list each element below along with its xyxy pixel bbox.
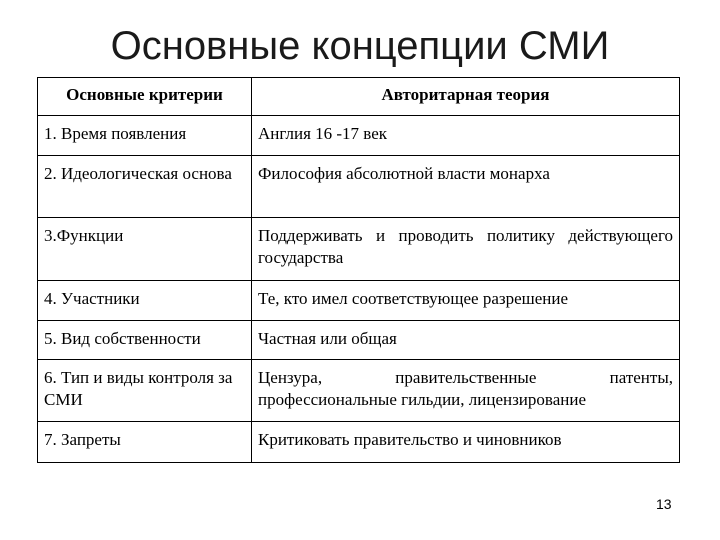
table-row — [38, 422, 680, 463]
value-cell: Философия абсолютной власти монарха — [252, 156, 680, 218]
value-cell: Частная или общая — [252, 321, 680, 360]
value-cell: Те, кто имел соответствующее разрешение — [252, 281, 680, 321]
table-header-row — [38, 78, 680, 116]
table-row — [38, 116, 680, 156]
criterion-cell: 3.Функции — [38, 218, 252, 281]
criterion-cell: 6. Тип и виды контроля за СМИ — [38, 360, 252, 422]
table-row — [38, 156, 680, 218]
concepts-table — [37, 77, 680, 463]
page-number: 13 — [656, 496, 672, 512]
value-cell: Поддерживать и проводить политику действующего государства — [252, 218, 680, 281]
value-cell: Цензура, правительственные патенты, профессиональные гильдии, лицензирование — [252, 360, 680, 422]
criterion-cell: 2. Идеологическая основа — [38, 156, 252, 218]
header-criteria: Основные критерии — [38, 78, 252, 116]
value-cell: Критиковать правительство и чиновников — [252, 422, 680, 463]
table-row — [38, 218, 680, 281]
criterion-cell: 5. Вид собственности — [38, 321, 252, 360]
criterion-cell: 1. Время появления — [38, 116, 252, 156]
criterion-cell: 4. Участники — [38, 281, 252, 321]
table-row — [38, 321, 680, 360]
table-row — [38, 281, 680, 321]
header-authoritarian-theory: Авторитарная теория — [252, 78, 680, 116]
value-cell: Англия 16 -17 век — [252, 116, 680, 156]
slide-title: Основные концепции СМИ — [110, 24, 610, 68]
criterion-cell: 7. Запреты — [38, 422, 252, 463]
table-row — [38, 360, 680, 422]
